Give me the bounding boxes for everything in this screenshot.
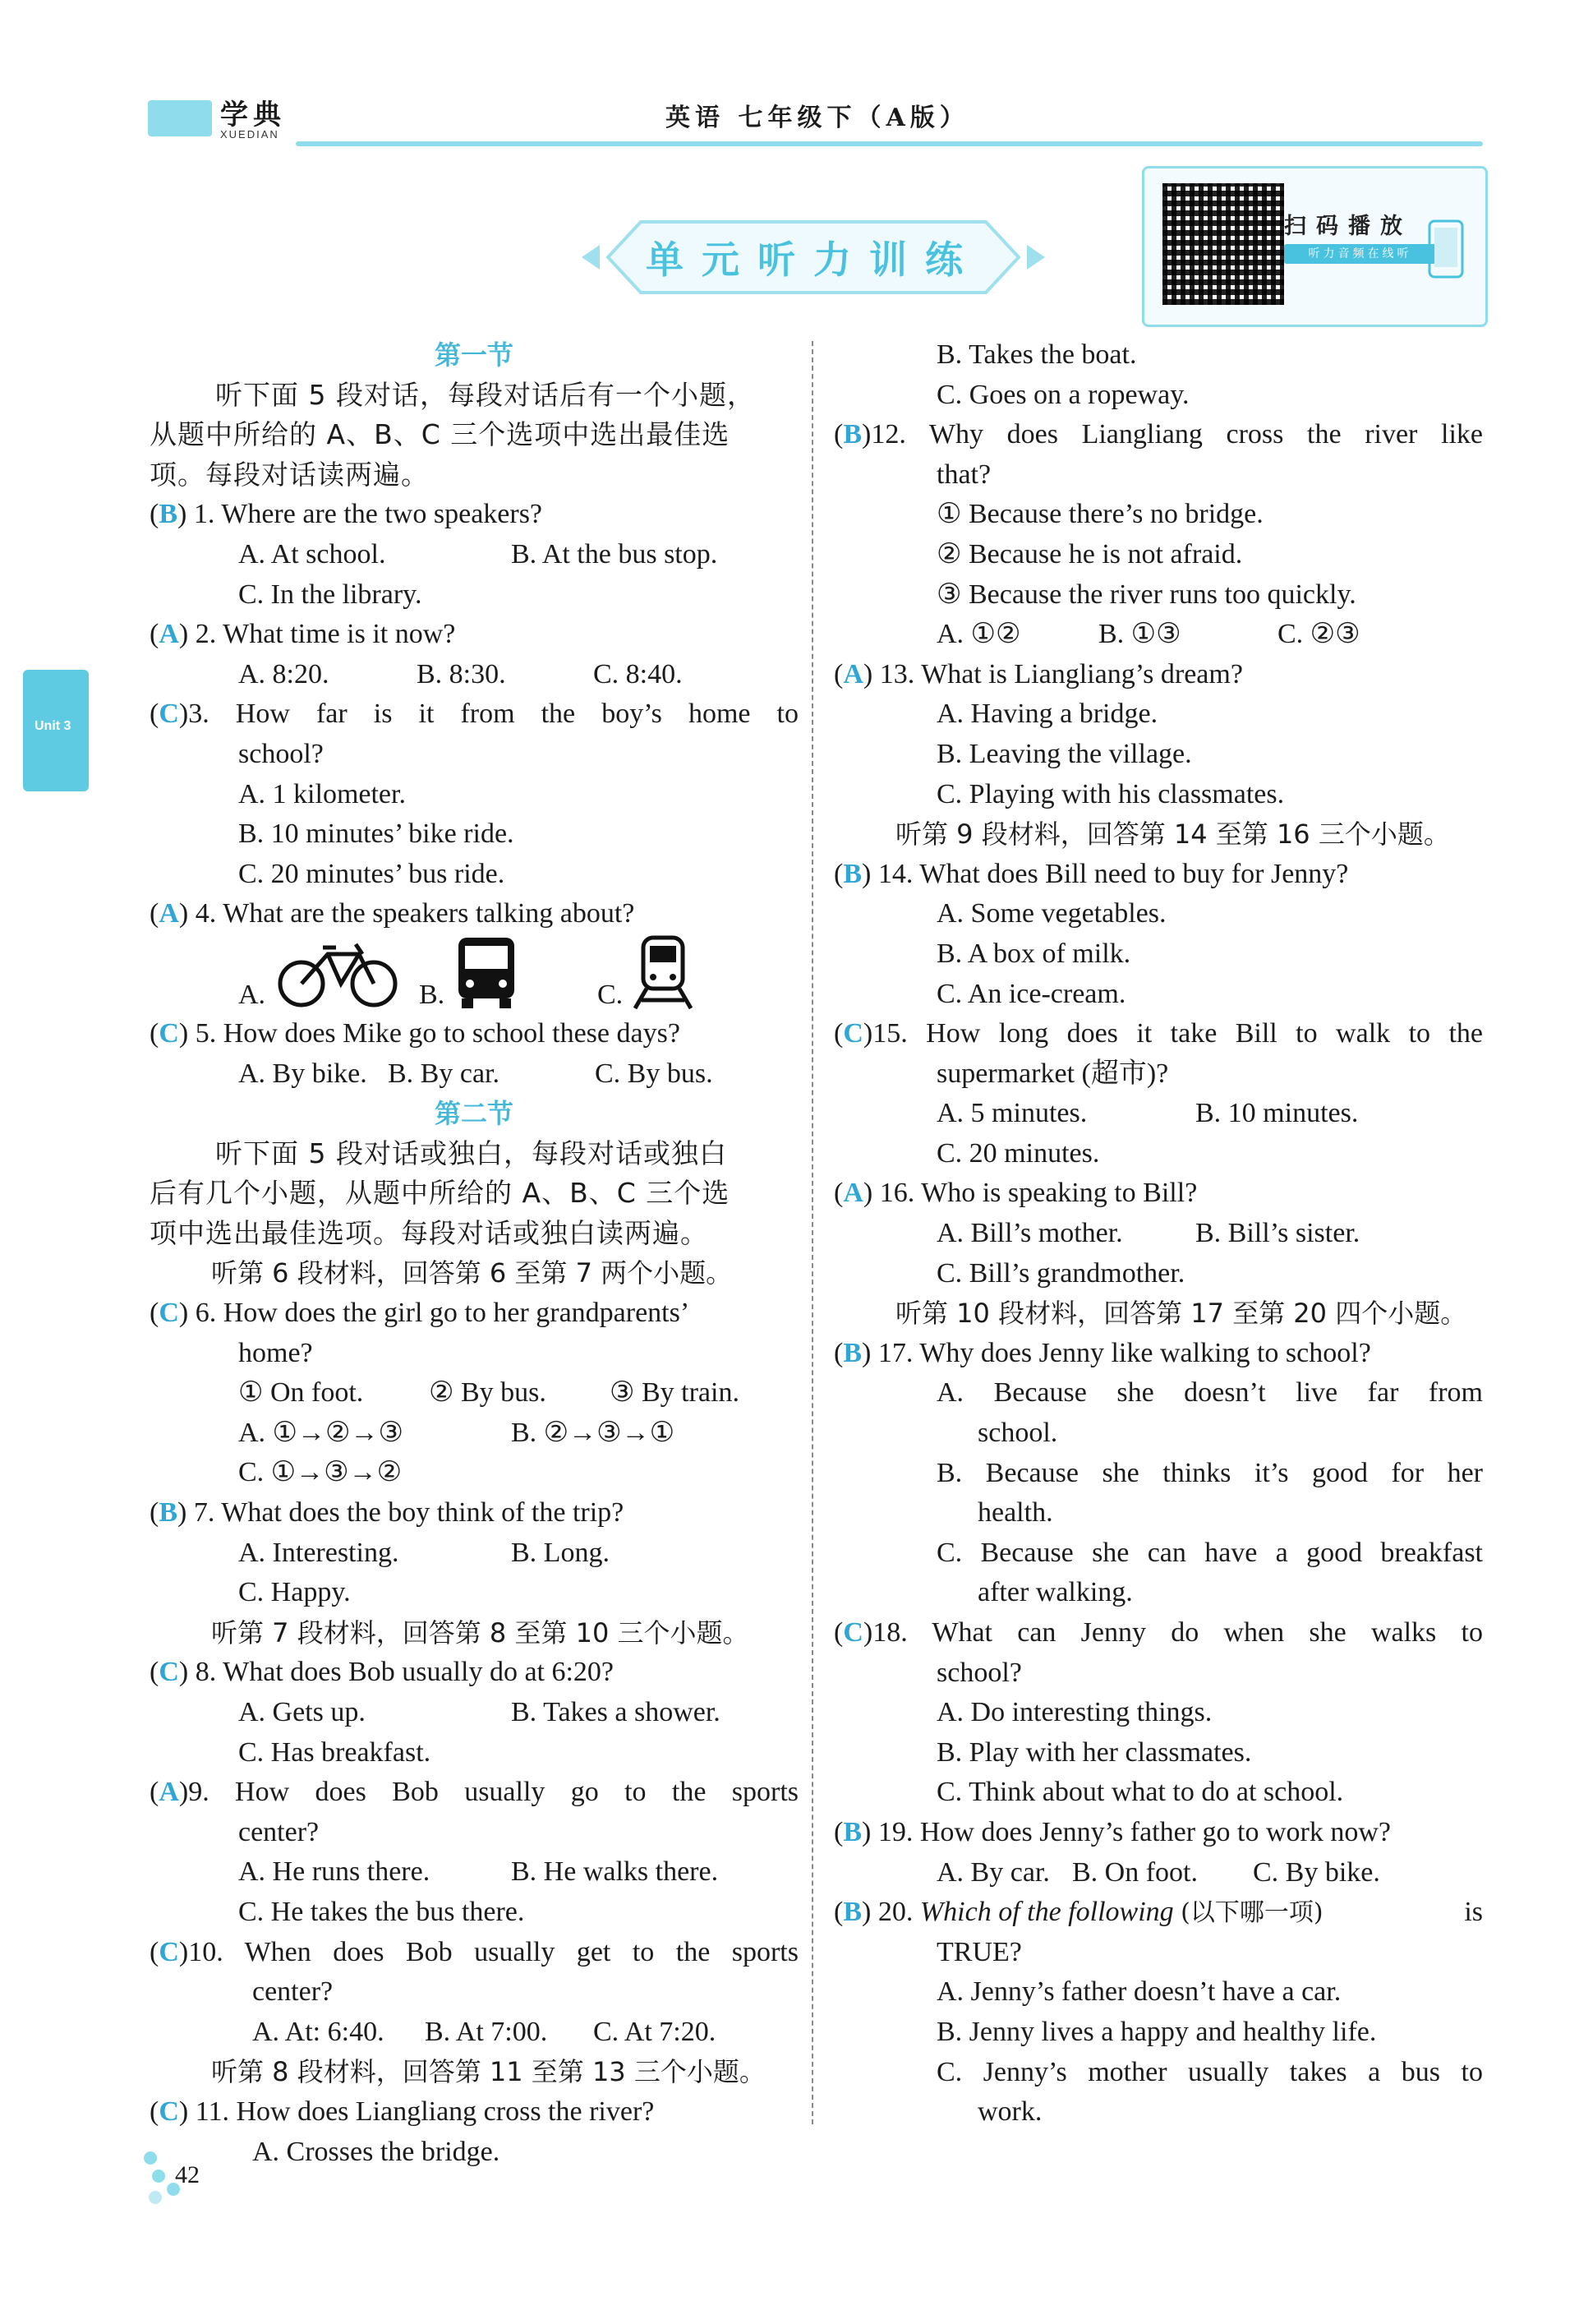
material-note: 听第 6 段材料，回答第 6 至第 7 两个小题。 [211,1257,733,1289]
answer-mark: B [843,1816,863,1847]
question-text-end: is [1464,1897,1483,1928]
option-b: B. At the bus stop. [511,538,718,569]
question-text-cont: school? [937,1657,1022,1688]
unit-side-tab [23,670,89,791]
logo-subtext: XUEDIAN [220,128,279,141]
phone-scan-icon [1423,218,1472,284]
question-7: (B) 7. What does the boy think of the trip? [150,1497,624,1529]
instruction-line: 项中选出最佳选项。每段对话或独白读两遍。 [150,1216,708,1249]
choice-3: ③ Because the river runs too quickly. [937,579,1356,610]
choice-row [150,1373,799,1413]
answer-mark: C [159,2096,179,2127]
instruction-line: 后有几个小题，从题中所给的 A、B、C 三个选 [150,1177,730,1210]
answer-mark: A [843,1178,863,1209]
question-19: (B) 19. How does Jenny’s father go to work now? [834,1816,1392,1847]
answer-mark: C [159,1657,179,1688]
option-c: C. Happy. [238,1577,351,1608]
option-a: A. Gets up. [238,1697,366,1727]
instruction-line: 听下面 5 段对话，每段对话后有一个小题， [215,378,755,411]
option-c: C. 20 minutes. [937,1137,1100,1169]
question-number: 20. [877,1897,914,1928]
option-c: C. An ice-cream. [937,978,1126,1009]
qr-label: 扫码播放 [1284,214,1412,239]
option-row [834,1214,1483,1254]
logo-text: 学典 [220,99,286,131]
option-b: B. Long. [511,1537,610,1568]
question-text: 7. What does the boy think of the trip? [193,1497,624,1529]
answer-mark: C [159,1936,179,1967]
picture-options [150,934,799,1014]
option-a-text: A. Because she doesn’t live far from [937,1377,1483,1409]
question-text: 13. What is Liangliang’s dream? [879,658,1243,689]
question-text-cont: home? [238,1337,313,1368]
option-c: C. [597,979,624,1010]
question-text: 2. What time is it now? [195,619,456,650]
option-a-cont: school. [978,1418,1058,1449]
answer-mark: C [843,1617,863,1648]
answer-mark: A [843,658,863,689]
option-c: C. By bus. [595,1058,713,1089]
material-note: 听第 9 段材料，回答第 14 至第 16 三个小题。 [895,818,1450,851]
option-c-cont: work. [978,2096,1043,2128]
option-b: B. At 7:00. [425,2016,548,2047]
instruction-line: 听下面 5 段对话或独白，每段对话或独白 [215,1137,727,1169]
option-a: A. 1 kilometer. [238,778,406,809]
option-c: C. Think about what to do at school. [937,1777,1344,1808]
question-6: (C) 6. How does the girl go to her grandparents’ [150,1298,690,1329]
bicycle-icon [277,936,400,1010]
option-row [150,1533,799,1574]
option-row [150,1693,799,1733]
question-text-cont: TRUE? [937,1936,1022,1967]
material-note: 听第 10 段材料，回答第 17 至第 20 四个小题。 [895,1298,1467,1330]
option-b: B. A box of milk. [937,938,1131,969]
qr-panel[interactable] [1142,166,1488,327]
option-a: A. By car. [937,1856,1050,1888]
option-b: B. 10 minutes’ bike ride. [238,818,514,850]
question-italic: Which of the following [919,1897,1174,1928]
option-c: C. 8:40. [593,658,683,689]
answer-mark: B [843,1897,863,1928]
option-b: B. 10 minutes. [1195,1098,1359,1129]
page-number: 42 [175,2161,200,2188]
option-b: B. Jenny lives a happy and healthy life. [937,2016,1377,2047]
option-row [150,535,799,575]
question-text: 14. What does Bill need to buy for Jenny? [877,858,1349,889]
question-8: (C) 8. What does Bob usually do at 6:20? [150,1657,615,1688]
question-16: (A) 16. Who is speaking to Bill? [834,1178,1198,1209]
question-gloss: (以下哪一项) [1181,1898,1324,1928]
question-text-cont: center? [238,1816,320,1847]
option-a: A. He runs there. [238,1856,430,1888]
answer-mark: C [843,1018,863,1049]
material-note: 听第 8 段材料，回答第 11 至第 13 三个小题。 [211,2056,766,2088]
answer-mark: A [159,619,179,650]
question-text-cont: center? [252,1976,334,2008]
answer-mark: B [843,858,863,889]
option-b [834,1454,1483,1494]
qr-sublabel: 听力音频在线听 [1284,244,1436,264]
answer-mark: C [159,1017,179,1049]
option-a: A. 5 minutes. [937,1098,1088,1129]
option-row [150,655,799,695]
option-b: B. By car. [388,1058,499,1089]
left-column [150,335,799,2172]
question-text: 6. How does the girl go to her grandparents’ [195,1298,690,1329]
column-divider [812,341,813,2124]
question-13: (A) 13. What is Liangliang’s dream? [834,658,1243,689]
option-c-text: C. Jenny’s mother usually takes a bus to [937,2056,1483,2087]
question-10: (C) 10. When does Bob usually get to the sports [150,1933,799,1973]
option-a: A. [238,979,266,1010]
question-text-cont: supermarket (超市)? [937,1058,1169,1089]
option-b: B. ①③ [1098,619,1181,650]
right-column [834,335,1483,2133]
option-row [150,1413,799,1454]
option-a [834,1373,1483,1413]
option-c: C. At 7:20. [593,2016,716,2047]
option-c: C. Bill’s grandmother. [937,1257,1185,1289]
option-a: A. ①② [937,619,1021,650]
option-a: A. By bike. [238,1058,367,1089]
option-c: C. ①→③→② [238,1457,403,1488]
question-text: 5. How does Mike go to school these days? [195,1017,680,1049]
answer-mark: B [159,499,178,530]
question-text: 18. What can Jenny do when she walks to [872,1617,1483,1648]
question-14: (B) 14. What does Bill need to buy for Jenny? [834,858,1349,889]
option-row [834,615,1483,655]
option-c-text: C. Because she can have a good breakfast [937,1537,1483,1568]
train-icon [630,934,696,1010]
option-c: C. 20 minutes’ bus ride. [238,858,505,889]
option-a: A. Interesting. [238,1537,399,1568]
option-b: B. Takes a shower. [511,1697,720,1727]
option-a: A. ①→②→③ [238,1417,403,1448]
option-b: B. Bill’s sister. [1195,1218,1360,1249]
option-c: C. ②③ [1277,619,1360,650]
question-18: (C) 18. What can Jenny do when she walks to [834,1613,1483,1653]
choice-1: ① Because there’s no bridge. [937,499,1264,530]
option-a: A. Some vegetables. [937,898,1167,929]
option-b: B. ②→③→① [511,1417,675,1448]
option-b: B. Play with her classmates. [937,1736,1252,1768]
instruction-line: 项。每段对话读两遍。 [150,458,429,491]
option-a: A. Do interesting things. [937,1697,1213,1728]
book-title: 英语 七年级下（A版） [665,104,969,132]
section-heading-2: 第二节 [434,1098,513,1130]
option-c: C. Playing with his classmates. [937,778,1285,809]
question-15: (C) 15. How long does it take Bill to walk to the [834,1014,1483,1054]
question-text-cont: school? [238,738,324,769]
option-a: A. Having a bridge. [937,699,1158,730]
question-text: 1. Where are the two speakers? [193,499,543,530]
option-a: A. Crosses the bridge. [252,2136,500,2167]
option-c: C. He takes the bus there. [238,1896,525,1927]
option-c [834,2053,1483,2093]
question-text: 15. How long does it take Bill to walk to the [872,1018,1483,1049]
qr-code-icon[interactable] [1162,183,1284,305]
option-row [150,2013,799,2053]
bus-icon [453,934,519,1010]
instruction-line: 从题中所给的 A、B、C 三个选项中选出最佳选 [150,418,730,451]
question-text-cont: that? [937,459,992,490]
header-rule [296,141,1483,146]
option-c: C. In the library. [238,579,422,610]
question-17: (B) 17. Why does Jenny like walking to school? [834,1337,1371,1368]
question-text: 4. What are the speakers talking about? [195,898,635,929]
option-b: B. 8:30. [417,658,506,689]
option-row [150,1054,799,1095]
question-text: 19. How does Jenny’s father go to work now? [877,1816,1392,1847]
section-banner [575,212,1052,302]
question-text: 11. How does Liangliang cross the river? [195,2096,655,2127]
option-a: A. 8:20. [238,658,329,689]
question-3: (C) 3. How far is it from the boy’s home to [150,694,799,735]
option-b-text: B. Because she thinks it’s good for her [937,1457,1483,1488]
question-text: 9. How does Bob usually go to the sports [188,1777,799,1808]
question-9: (A) 9. How does Bob usually go to the sports [150,1773,799,1813]
question-5: (C) 5. How does Mike go to school these days? [150,1017,680,1049]
option-row [834,1094,1483,1134]
option-b: B. He walks there. [511,1856,719,1888]
answer-mark: B [159,1497,178,1529]
answer-mark: A [159,1777,179,1808]
section-heading-1: 第一节 [434,339,513,371]
choice-3: ③ By train. [610,1377,739,1409]
option-a: A. At: 6:40. [252,2016,384,2047]
question-12: (B) 12. Why does Liangliang cross the river like [834,415,1483,455]
question-text: 12. Why does Liangliang cross the river like [871,419,1483,450]
logo-accent-bar [148,100,212,136]
answer-mark: C [159,699,179,730]
choice-2: ② By bus. [429,1377,546,1409]
question-1: (B) 1. Where are the two speakers? [150,499,543,530]
material-note: 听第 7 段材料，回答第 8 至第 10 三个小题。 [211,1616,749,1648]
option-row [150,1852,799,1893]
option-a: A. Jenny’s father doesn’t have a car. [937,1976,1342,2008]
option-c: C. Has breakfast. [238,1736,431,1768]
question-11: (C) 11. How does Liangliang cross the river? [150,2096,655,2127]
option-a: A. Bill’s mother. [937,1218,1123,1249]
answer-mark: A [159,898,179,929]
option-c [834,1533,1483,1574]
option-c-cont: after walking. [978,1577,1133,1608]
option-b-cont: health. [978,1497,1053,1529]
option-b: B. On foot. [1072,1856,1198,1888]
question-text: 10. When does Bob usually get to the sports [188,1936,799,1967]
choice-1: ① On foot. [238,1377,364,1409]
option-c: C. Goes on a ropeway. [937,379,1190,410]
option-c: C. By bike. [1253,1856,1380,1888]
unit-label: Unit 3 [35,719,71,733]
question-text: 8. What does Bob usually do at 6:20? [195,1657,615,1688]
answer-mark: B [843,419,863,450]
option-row [834,1853,1483,1893]
option-b: B. [419,979,445,1010]
answer-mark: B [843,1337,863,1368]
option-b: B. Takes the boat. [937,339,1137,370]
question-2: (A) 2. What time is it now? [150,619,456,650]
question-text: 3. How far is it from the boy’s home to [188,699,799,730]
question-text: 16. Who is speaking to Bill? [879,1178,1198,1209]
question-20: (B) 20. Which of the following (以下哪一项) is [834,1893,1483,1933]
banner-title: 单元听力训练 [646,237,981,282]
question-text: 17. Why does Jenny like walking to school? [877,1337,1371,1368]
answer-mark: C [159,1298,179,1329]
choice-2: ② Because he is not afraid. [937,538,1243,569]
option-a: A. At school. [238,538,386,569]
question-4: (A) 4. What are the speakers talking about? [150,898,635,929]
publisher-logo [148,89,288,146]
option-b: B. Leaving the village. [937,738,1192,769]
